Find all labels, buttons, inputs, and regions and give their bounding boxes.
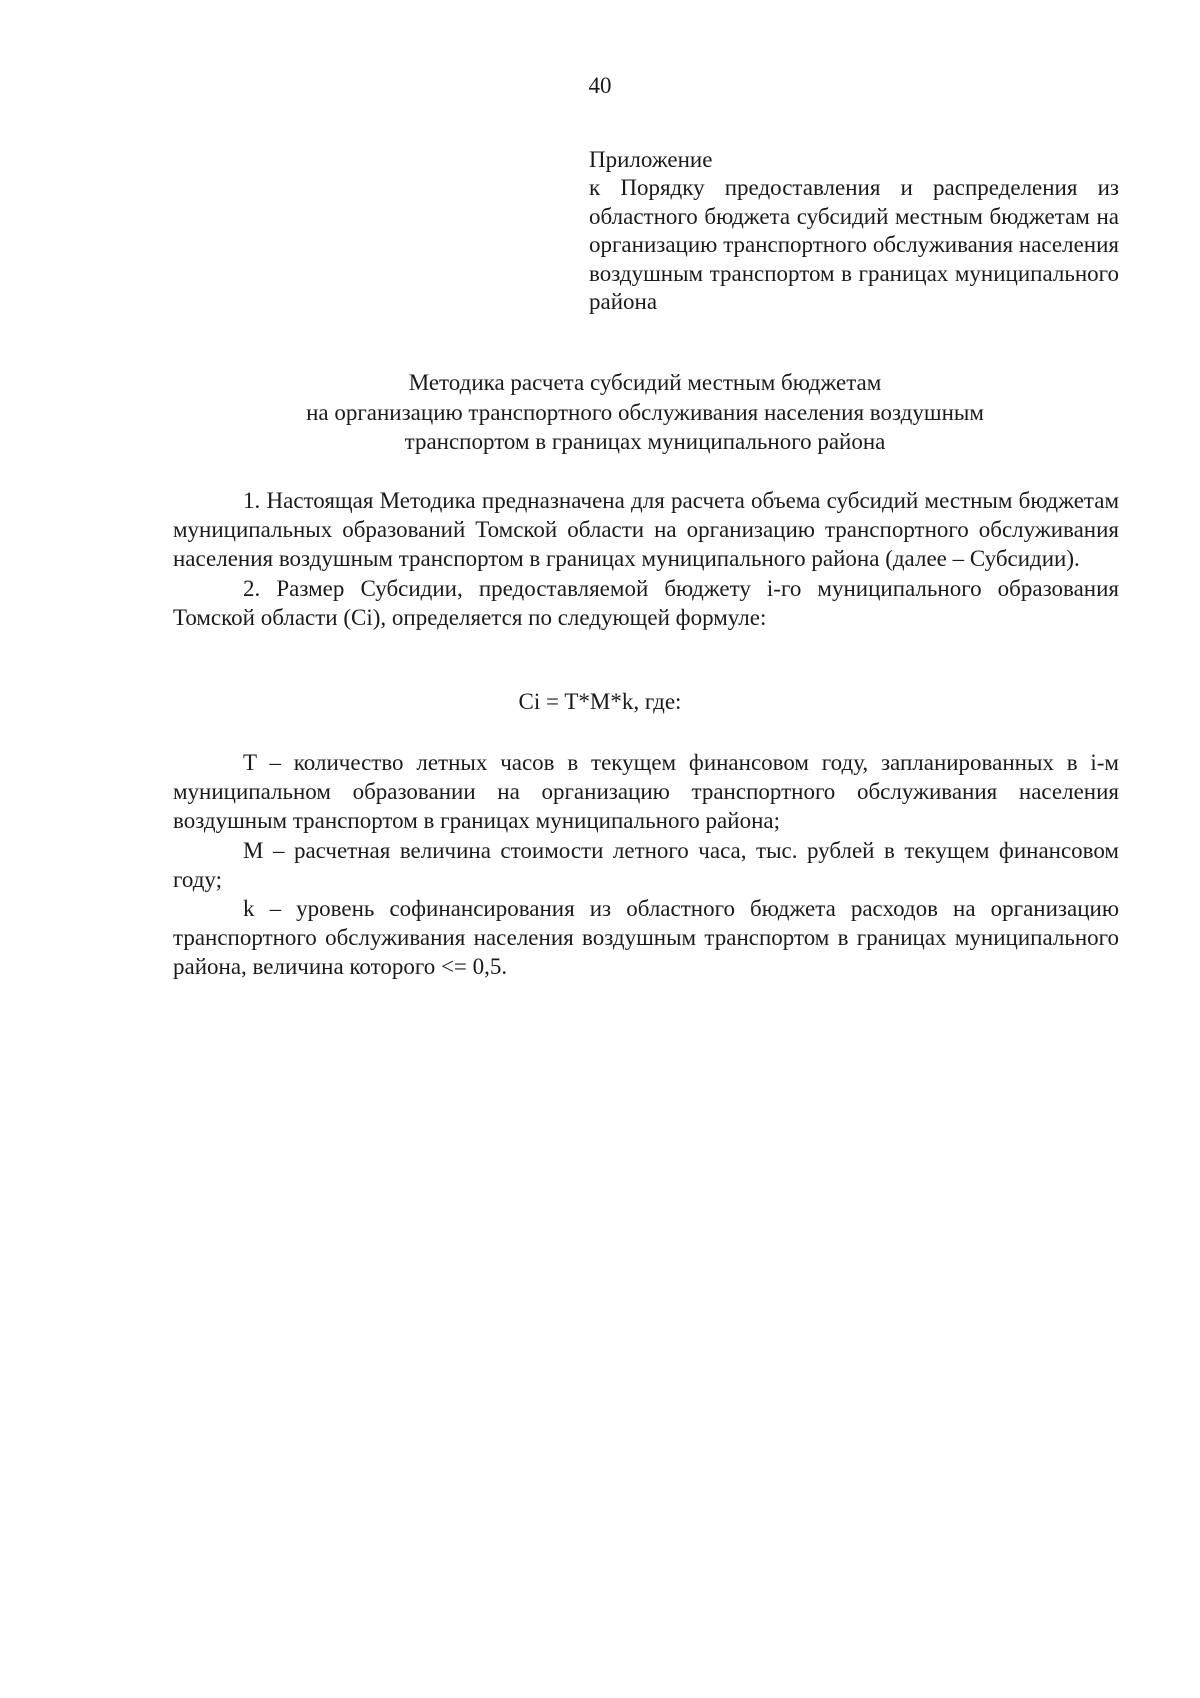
- title-line-3: транспортом в границах муниципального района: [404, 429, 886, 454]
- definition-m: M – расчетная величина стоимости летного часа, тыс. рублей в текущем финансовом году;: [173, 837, 1119, 892]
- formula: Ci = T*M*k, где:: [518, 689, 682, 714]
- body-text: [173, 486, 1119, 632]
- appendix-label: Приложение: [589, 147, 713, 172]
- definition-t: T – количество летных часов в текущем финансовом году, запланированных в i-м муниципальном образовании на организацию транспортного обслуживания населения воздушным транспортом в границах муниципального района;: [173, 750, 1119, 834]
- paragraph-2: 2. Размер Субсидии, предоставляемой бюджету i-го муниципального образования Томской области (Ci), определяется по следующей формуле:: [173, 575, 1119, 630]
- appendix-text: к Порядку предоставления и распределения из областного бюджета субсидий местным бюджетам на организацию транспортного обслуживания населения воздушным транспортом в границах муниципального района: [589, 175, 1119, 315]
- page-number: 40: [588, 73, 612, 98]
- title-line-2: на организацию транспортного обслуживания населения воздушным: [306, 399, 984, 425]
- definition-k: k – уровень софинансирования из областного бюджета расходов на организацию транспортного обслуживания населения воздушным транспортом в границах муниципального района, величина которого <= 0,5.: [173, 896, 1119, 980]
- appendix-block: [589, 146, 1119, 316]
- definitions-block: [173, 748, 1119, 982]
- title-line-1: Методика расчета субсидий местным бюджетам: [408, 370, 882, 395]
- document-title: [160, 368, 1130, 457]
- paragraph-1: 1. Настоящая Методика предназначена для расчета объема субсидий местным бюджетам муниципальных образований Томской области на организацию транспортного обслуживания населения воздушным транспортом в границах муниципального района (далее – Субсидии).: [173, 488, 1119, 572]
